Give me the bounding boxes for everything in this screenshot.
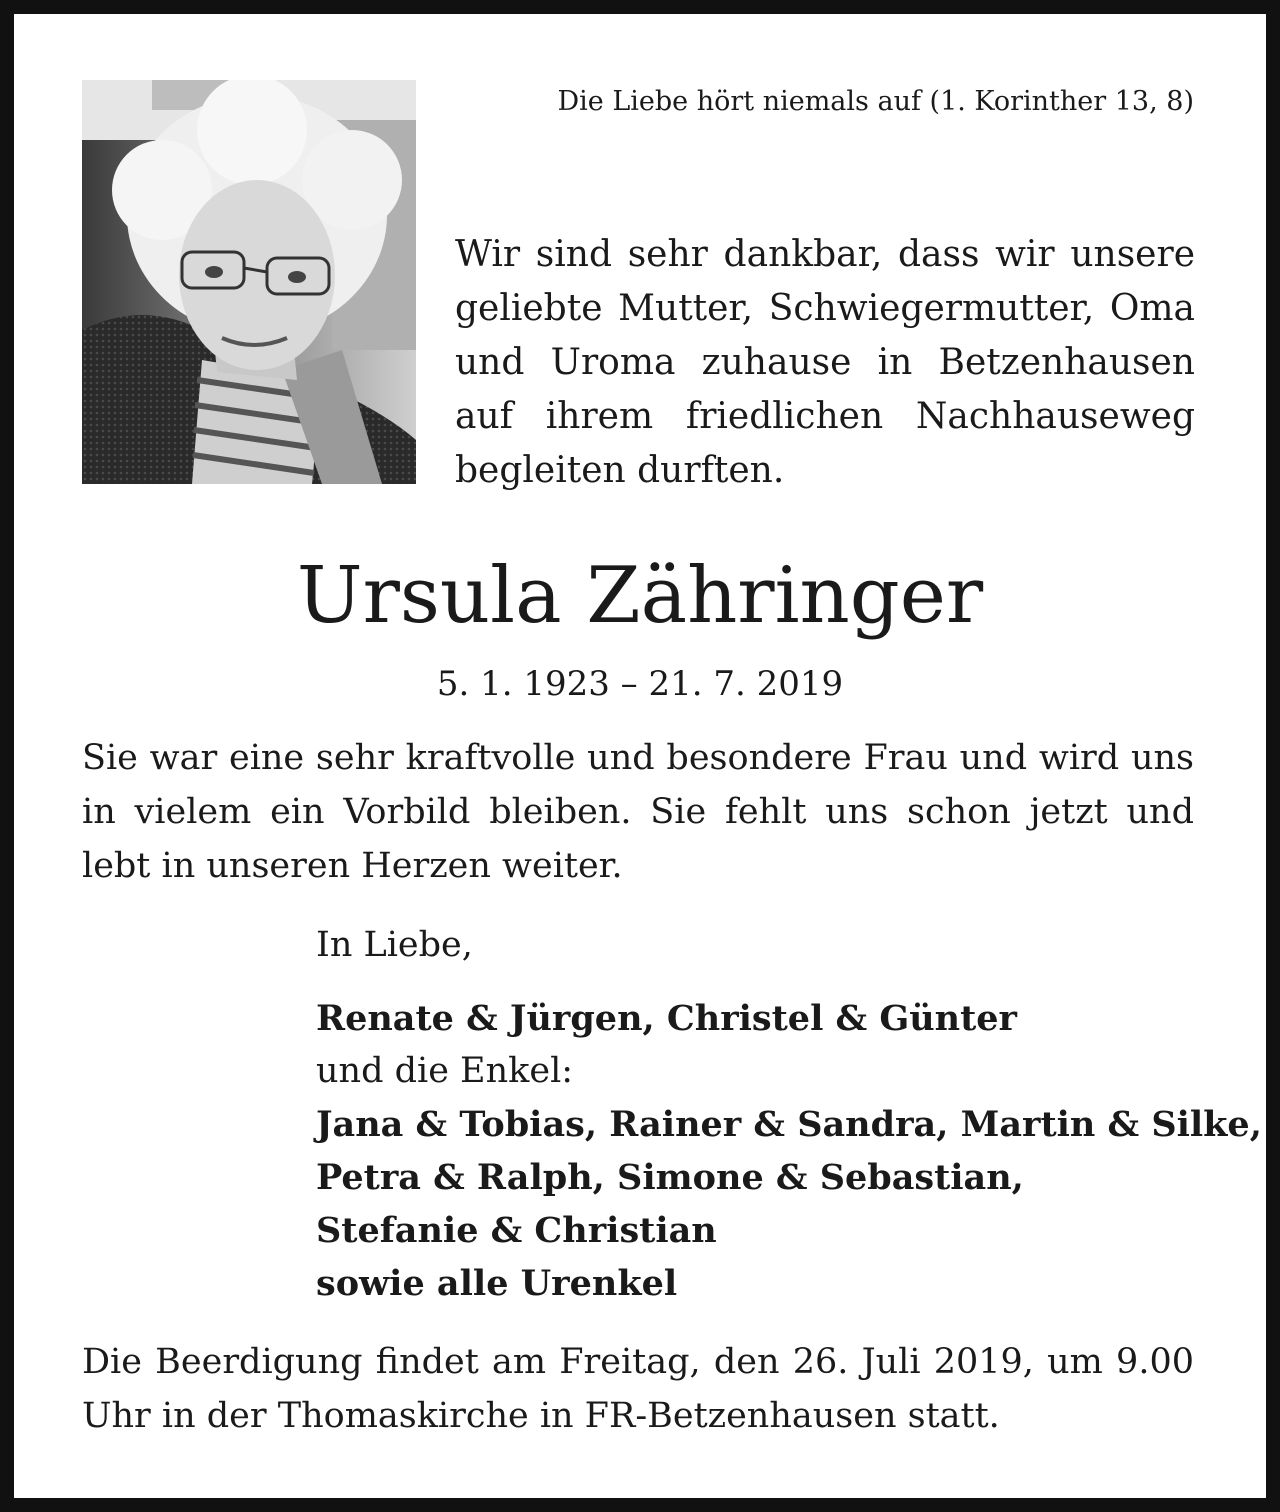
family-children: Renate & Jürgen, Christel & Günter [316,998,1017,1039]
family-grandchildren-intro: und die Enkel: [316,1051,574,1091]
deceased-name: Ursula Zähringer [296,551,984,641]
funeral-notice: Die Beerdigung findet am Freitag, den 26. Juli 2019, um 9.00 Uhr in der Thomaskirche in FR-Betzenhausen statt. [82,1342,1194,1436]
gratitude-text: Wir sind sehr dankbar, dass wir unsere geliebte Mutter, Schwiegermutter, Oma und Uroma zuhause in Betzenhausen auf ihrem friedlichen Nachhauseweg begleiten durften. [455,234,1195,491]
family-grandchildren-line: Petra & Ralph, Simone & Sebastian, [316,1157,1024,1198]
tribute-text: Sie war eine sehr kraftvolle und besondere Frau und wird uns in vielem ein Vorbild bleiben. Sie fehlt uns schon jetzt und lebt in unseren Herzen weiter. [82,738,1194,886]
portrait-illustration [82,80,416,484]
portrait-photo [82,80,416,484]
signoff: In Liebe, [316,925,473,965]
family-list [316,992,1262,1310]
family-great-grandchildren: sowie alle Urenkel [316,1263,678,1304]
life-dates: 5. 1. 1923 – 21. 7. 2019 [436,664,844,704]
family-grandchildren-line: Jana & Tobias, Rainer & Sandra, Martin & Silke, [316,1104,1262,1145]
family-grandchildren-line: Stefanie & Christian [316,1210,717,1251]
bible-verse: Die Liebe hört niemals auf (1. Korinther 13, 8) [557,86,1194,117]
